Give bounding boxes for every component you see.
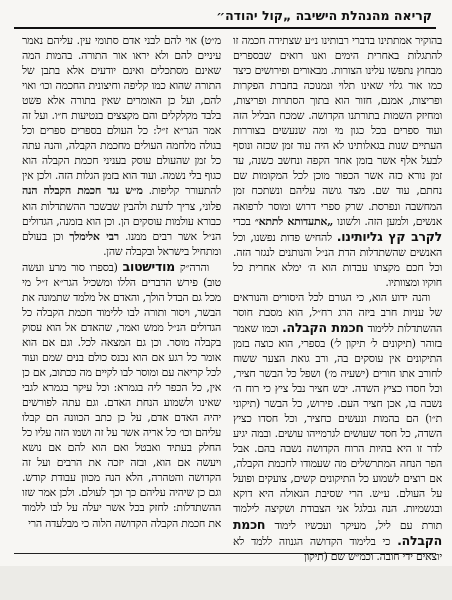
text-run: והנה ידוע הוא, כי הגורם לכל היסורים והנוראים של עניות חרב ביזה הרג רח״ל, הוא מסבת חוסר ההשתדלות ללימוד [233,290,443,335]
bold-phrase: רבי אלימלך [69,229,119,243]
text-run: והרה״ק [174,260,210,274]
right-text-column [233,33,443,563]
bold-phrase: מ״ש נגד חכמת הקבלה הנה [22,184,143,198]
highlighted-phrase: מודישטוב [122,258,175,274]
quoted-phrase: „אתעדותא לתתא״ [254,214,334,228]
text-run: פלוני, צריך לדעת ולהבין שבשכר ההשתדלות הוא כבורא עולמות עוסקים הן. וכן הוא בזמנה, הגדולים הנ״ל אשר רבים ממנו. [22,199,221,243]
text-run: כי בלימוד הקדושה הגנוזה ללמד לא יוצאים ידי חובה. וכמ״ש שם (תיקון [233,534,442,563]
text-run: (בספרו סור מרע ועשה טוב) פירש הדברים הללו ומשכיל הגר״א ז״ל מי מכל גם הבדל הולך, והאדם אל מלמד שתמונה את הבשר, ויסור ותורה לבו ללימוד חכמת הקבלה כל הגדולים הנ״ל ממש ואמר, שהאדם אל הוא עסוק בקבלה מוסר. וכן גם המצאה לכל. וגם אם הוא אומר כל רגע אם הוא נכנס כולם בנים שמם ועוד לכל קריאה עם ומוסר לבו לקיים מה ככתוב, אם כן אין, כל הכפר ליה בגמרא: וכל עיקר בגמרא לגבי שאינו ולשמוע הנחת האדם. וגם עתה לפורשים יהיה האדם אדם, על כן כתב הכוונה הם קבלו עליהם וכו׳ כל אריה אשר על זה ושמו הזה עליו כל החלק בעתיד ואבטל ואם הוא להם אם נושא ויעשה אם הוא, ובזה יזכה את הרבים ועל זה הקדושה והטהרה, הלא הנה מכוון עבודת קודש. וגם כן שיהיה עליהם כך וכך לעולם. ולכן אמר שזו ההשתדלות: לחזק בכל אשר יעלה על לבו ללמוד את חכמת הקבלה הקדושה הלוה כי מבלעדה הרי [22,260,221,530]
text-run: בכדי [233,214,255,228]
text-run: מ״ט) אוי להם לבני אדם סתומי עין. עליהם נאמר עיניים להם ולא יראו אור התורה. בהמות המה שאינם מסתכלים ואינם יודעים אלא בתבן של התורה שהוא כמו קליפה וחיצונית החכמה וכו׳ ואוי להם, ועל כן האומרים שאין בתורה אלא פשט בלבד מקלקלים והם מקצצים בנטיעות ח״ו. ועל זה אמר הגר״א ז״ל: כל העולם בספרים ספרים וכל בגולה מלחמה העולים מחכמת הקבלה, והנה עתה כל זמן שהעולם עוסק בעניני חכמת הקבלה הוא כגוף בלי נשמה. ועוד הוא בזמן הגלות הזה. ולכן אין להתעורר קליפות. [22,34,221,198]
left-text-column [22,33,221,530]
paragraph [233,33,442,290]
paragraph [233,290,442,564]
header-title: קריאה מהנהלת הישיבה „קול יהודה״ [216,8,432,23]
text-run: וכמו שאמר בזוהר (תיקונים ל׳ תיקון ל׳) בספרי, הוא כוצה בזמן התיקונים אין עוסקים בה, ורב גואת הצער ששוח לחורב אתו חורים (ישעיה מ׳) ושפל כל הבשר חציר, וכל חסדו כציץ השדה. יבש חציר נבל ציץ כי רוח ה׳ נשבה בו, אכן חציר העם. פירוש, כל הבשר (תיקוני ת״ו) הם בהמות ונעשים כחציר, וכל חסדו כציץ השדה, כל חסד שעושים לגרמייהו עושים. ובמה יגיע לדר זו היא בהיות הרוח הקדושה נשבה בהם. אבל הפר הנחה המתרשלים מה שעמודו לחכמת הקבלה, אם רוצים לשמוע כל התיקונים קשים, צועקים ופועל על העולם. ע״ש. הרי שסיבת הגאולה היא דוקא ובגשמיות. הנה גבלגל אני הצבודת ושקיצה לילמוד תורת עם ליל, מעיקר ועכשיו לימוד [233,321,442,532]
page-header [14,5,436,29]
paragraph [22,33,221,259]
bottom-rule [14,553,436,554]
highlighted-phrase: לקרב קץ גליותינו. [336,228,442,244]
text-run: בהוקיר אמתתינו בדברי רבותינו נ״ע שצתידה חכמה זו להתגלות באחרית הימים ואנו רואים שבספרים מבחוץ נתפשו עלינו הצורות. מבאורים ופירושים כיצד כמו אור גלוי שאינו תלוי ונמנוכה בחברת הפקרות ופריצות, אמנם, חזור הוא בתוך הסתרות ופריצות, ומחיזק השמות בתורתנו הקדושה. שמכח הבליל הזה ועוד ספרים בכל כגון מי ומה שנעשים בצוררות העתיים שנות בגאלותינו לא היה עוד זמן שכזה ונוסף לבעל אלף אשר בזמן אחד הקפה ונחשב כשנה, עד זמן נורא כזה אשר הכפור מוכן לכל המקומות שם נחתם, עוד שם. מצד גושה עליהם ונשתכח זמן המחשבה ונפרסת. שרק ספרי דרוש ומוסר לרפואה אנשים, ולמען הזה. ולשונו [233,34,442,228]
paragraph [22,259,221,531]
highlighted-phrase: חכמת הקבלה. [233,516,442,548]
text-run: וכן בעולם ומתחיל בישראל ובקבלה שהן. [22,229,221,258]
text-run: להחיש פדות נפשנו, וכל האנשים שהשתדלות הדת הנ״ל והנותנים לנגזר הזה. וכל חכם מקצתו עבדות הוא ה׳ ימלא אחרית כל חוקיו ומצוותיו. [233,230,442,289]
page-bottom-margin [0,566,452,600]
highlighted-phrase: חכמת הקבלה. [282,319,364,335]
